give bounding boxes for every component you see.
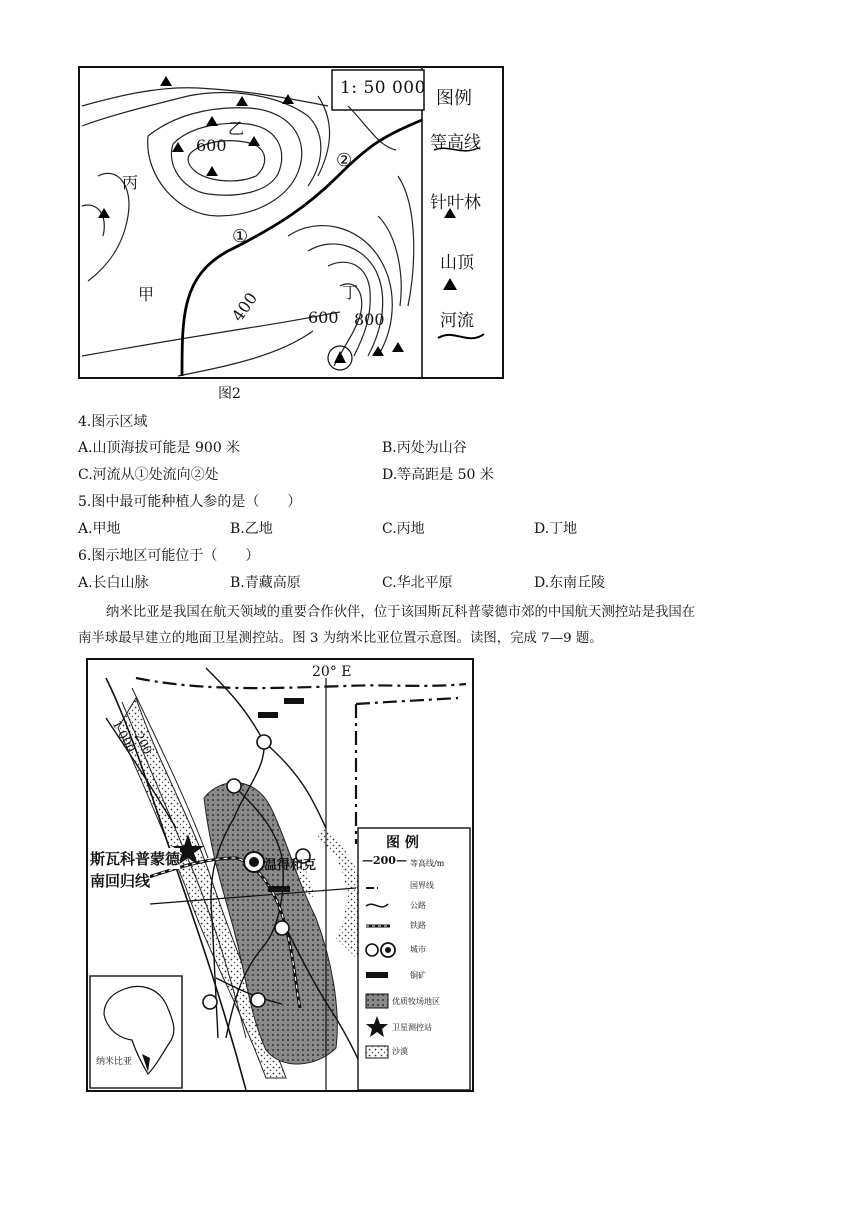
label-jia: 甲: [138, 285, 155, 304]
q5-stem: 5.图中最可能种植人参的是（ ）: [78, 494, 302, 510]
fig3-legend-station: 卫星测控站: [392, 1023, 432, 1032]
label-circle-1: ①: [232, 226, 249, 247]
fig3-legend-city: 城市: [410, 945, 426, 954]
q5-option-b: B.乙地: [230, 521, 273, 537]
label-tropic: 南回归线: [90, 872, 151, 890]
label-contour-200: 200: [131, 730, 155, 757]
figure-3-namibia-map: [86, 658, 476, 1094]
q4-option-d: D.等高距是 50 米: [382, 467, 494, 483]
fig3-legend-road: 公路: [410, 901, 426, 910]
scale-label: 1: 50 000: [340, 78, 426, 98]
fig3-legend-railway: 铁路: [410, 921, 426, 930]
fig3-legend-contour-sample: —200—: [362, 854, 407, 867]
legend-title: 图例: [436, 88, 472, 109]
label-circle-2: ②: [336, 150, 353, 171]
figure-2-topographic-map: [78, 66, 506, 380]
q5-option-c: C.丙地: [382, 521, 425, 537]
inset-label-namibia: 纳米比亚: [96, 1057, 133, 1067]
legend-conifer-label: 针叶林: [430, 193, 481, 213]
passage-line-1: 纳米比亚是我国在航天领域的重要合作伙伴，位于该国斯瓦科普蒙德市郊的中国航天测控站是我国在: [106, 605, 696, 620]
fig3-legend-pasture: 优质牧场地区: [392, 997, 440, 1006]
q6-option-b: B.青藏高原: [230, 575, 301, 591]
label-600-lower: 600: [308, 308, 339, 327]
fig3-legend-copper: 铜矿: [410, 971, 426, 980]
label-ding: 丁: [342, 283, 359, 302]
fig3-legend-title: 图 例: [386, 835, 419, 851]
passage-line-2: 南半球最早建立的地面卫星测控站。图 3 为纳米比亚位置示意图。读图，完成 7—9 题。: [78, 631, 603, 646]
q5-option-d: D.丁地: [534, 521, 578, 537]
fig3-legend-contour: 等高线/m: [410, 859, 445, 868]
legend-contour-label: 等高线: [430, 133, 481, 153]
q4-option-b: B.丙处为山谷: [382, 440, 467, 456]
fig3-legend-desert: 沙漠: [392, 1047, 408, 1056]
label-bing: 丙: [122, 173, 139, 192]
label-600-upper: 600: [196, 136, 227, 155]
figure-2-caption: 图2: [218, 386, 241, 402]
q4-stem: 4.图示区域: [78, 414, 148, 430]
label-yi: 乙: [228, 119, 245, 138]
q6-option-a: A.长白山脉: [78, 575, 149, 591]
label-contour-1000: 1 000: [109, 718, 139, 755]
q6-option-d: D.东南丘陵: [534, 575, 606, 591]
label-400: 400: [228, 288, 262, 325]
label-windhoek: 温得和克: [264, 858, 317, 873]
q5-option-a: A.甲地: [78, 521, 121, 537]
label-20e: 20° E: [312, 664, 352, 680]
q4-option-c: C.河流从①处流向②处: [78, 467, 219, 483]
q6-stem: 6.图示地区可能位于（ ）: [78, 548, 260, 564]
legend-peak-label: 山顶: [440, 253, 474, 273]
label-800: 800: [354, 310, 385, 329]
q6-option-c: C.华北平原: [382, 575, 453, 591]
legend-river-label: 河流: [440, 311, 474, 331]
fig3-legend-border: 国界线: [410, 881, 434, 890]
q4-option-a: A.山顶海拔可能是 900 米: [78, 440, 241, 456]
label-swakopmund: 斯瓦科普蒙德: [90, 850, 181, 868]
